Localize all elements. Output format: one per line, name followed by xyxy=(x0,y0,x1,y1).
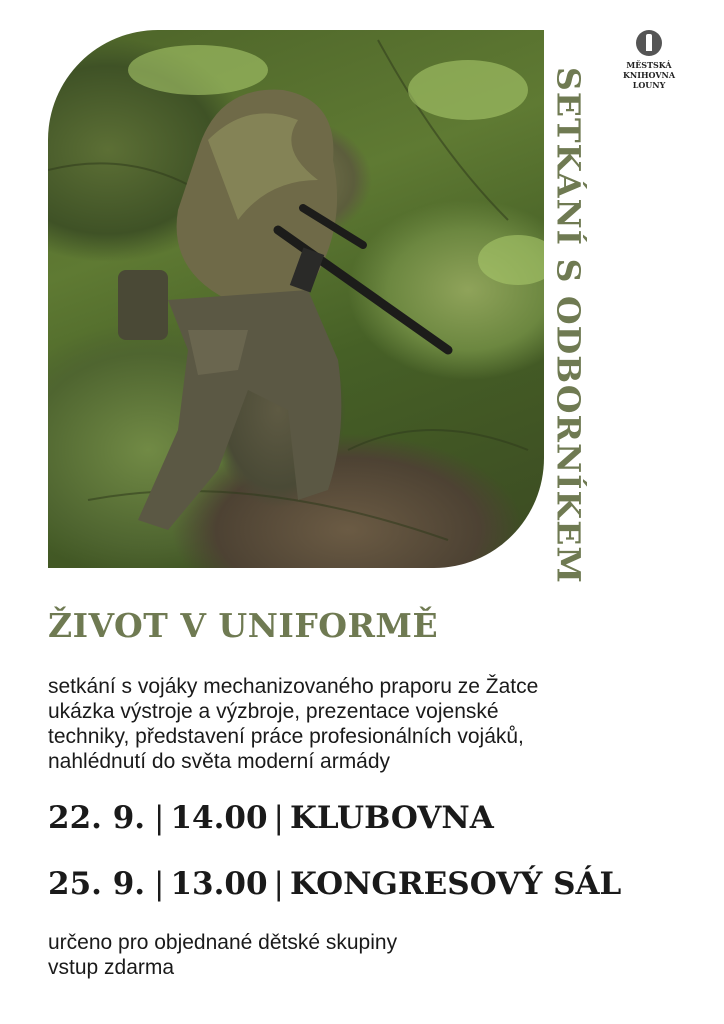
event-time: 14.00 xyxy=(170,800,268,836)
admission-note: vstup zdarma xyxy=(48,956,175,979)
description-line: techniky, představení práce profesionálních vojáků, xyxy=(48,725,524,748)
event-row-2 xyxy=(48,866,621,902)
lighthouse-icon xyxy=(636,30,662,56)
separator: | xyxy=(154,800,165,836)
event-place: KLUBOVNA xyxy=(289,800,494,836)
event-row-1 xyxy=(48,800,494,836)
description-line: nahlédnutí do světa moderní armády xyxy=(48,750,391,773)
logo-text: MĚSTSKÁ KNIHOVNA LOUNY xyxy=(622,60,676,90)
hero-photo-soldier xyxy=(48,30,544,568)
separator: | xyxy=(273,800,284,836)
event-description xyxy=(48,674,688,774)
event-date: 22. 9. xyxy=(48,800,146,836)
description-line: setkání s vojáky mechanizovaného praporu ze Žatce xyxy=(48,675,539,698)
separator: | xyxy=(273,866,284,902)
vertical-title xyxy=(548,28,588,623)
event-footer xyxy=(48,930,397,980)
event-place: KONGRESOVÝ SÁL xyxy=(289,866,622,902)
vertical-title-text: SETKÁNÍ S ODBORNÍKEM xyxy=(549,67,587,584)
separator: | xyxy=(154,866,165,902)
soldier-illustration xyxy=(48,30,544,568)
event-subtitle: ŽIVOT V UNIFORMĚ xyxy=(48,606,439,645)
description-line: ukázka výstroje a výzbroje, prezentace vojenské xyxy=(48,700,499,723)
audience-note: určeno pro objednané dětské skupiny xyxy=(48,931,398,954)
event-date: 25. 9. xyxy=(48,866,146,902)
event-time: 13.00 xyxy=(170,866,268,902)
library-logo xyxy=(614,30,684,90)
